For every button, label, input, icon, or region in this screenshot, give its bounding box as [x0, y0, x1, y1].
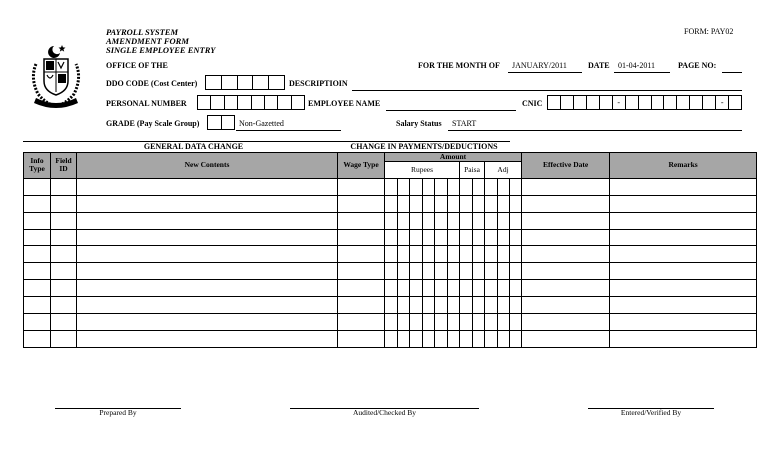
- table-cell[interactable]: [447, 314, 460, 331]
- table-cell[interactable]: [472, 246, 485, 263]
- table-cell[interactable]: [460, 330, 473, 347]
- ddo-code-label: DDO CODE (Cost Center): [106, 79, 198, 88]
- table-cell[interactable]: [410, 246, 423, 263]
- table-cell[interactable]: [485, 212, 498, 229]
- table-cell[interactable]: [435, 297, 448, 314]
- table-cell[interactable]: [385, 195, 398, 212]
- table-cell[interactable]: [422, 195, 435, 212]
- table-cell[interactable]: [522, 229, 610, 246]
- table-cell[interactable]: [510, 246, 522, 263]
- table-cell[interactable]: [460, 263, 473, 280]
- table-cell[interactable]: [24, 297, 51, 314]
- table-cell[interactable]: [460, 229, 473, 246]
- table-cell[interactable]: [485, 263, 498, 280]
- table-cell[interactable]: [338, 229, 385, 246]
- table-cell[interactable]: [510, 212, 522, 229]
- section-payments-deductions: CHANGE IN PAYMENTS/DEDUCTIONS: [350, 142, 498, 151]
- table-cell[interactable]: [610, 263, 757, 280]
- table-cell[interactable]: [422, 330, 435, 347]
- table-cell[interactable]: [435, 280, 448, 297]
- col-new-contents: New Contents: [77, 153, 338, 179]
- table-cell[interactable]: [338, 314, 385, 331]
- table-cell[interactable]: [338, 212, 385, 229]
- table-cell[interactable]: [447, 280, 460, 297]
- table-cell[interactable]: [447, 297, 460, 314]
- grade-boxes[interactable]: [207, 115, 235, 130]
- table-cell[interactable]: [410, 330, 423, 347]
- cnic-boxes[interactable]: [547, 95, 742, 110]
- table-cell[interactable]: [422, 178, 435, 195]
- page-no-field[interactable]: [722, 72, 742, 73]
- table-cell[interactable]: [410, 212, 423, 229]
- table-cell[interactable]: [522, 212, 610, 229]
- col-field-id: Field ID: [51, 153, 77, 179]
- table-cell[interactable]: [485, 195, 498, 212]
- table-cell[interactable]: [385, 246, 398, 263]
- col-wage-type: Wage Type: [338, 153, 385, 179]
- table-row: [24, 246, 757, 263]
- table-cell[interactable]: [460, 280, 473, 297]
- table-cell[interactable]: [397, 280, 410, 297]
- table-cell[interactable]: [472, 297, 485, 314]
- table-cell[interactable]: [447, 229, 460, 246]
- table-cell[interactable]: [510, 195, 522, 212]
- table-cell[interactable]: [497, 212, 510, 229]
- table-cell[interactable]: [447, 212, 460, 229]
- table-cell[interactable]: [447, 263, 460, 280]
- salary-status-value[interactable]: START: [452, 119, 477, 128]
- entry-title: SINGLE EMPLOYEE ENTRY: [106, 45, 216, 55]
- table-cell[interactable]: [24, 314, 51, 331]
- table-cell[interactable]: [435, 246, 448, 263]
- government-emblem-icon: [28, 42, 84, 110]
- col-paisa: Paisa: [460, 162, 485, 179]
- table-cell[interactable]: [497, 280, 510, 297]
- col-amount: Amount: [385, 153, 522, 162]
- table-row: [24, 314, 757, 331]
- table-cell[interactable]: [485, 280, 498, 297]
- table-cell[interactable]: [447, 178, 460, 195]
- cnic-dash-1: -: [613, 96, 626, 109]
- date-label: DATE: [588, 61, 610, 70]
- table-cell[interactable]: [422, 280, 435, 297]
- table-cell[interactable]: [435, 314, 448, 331]
- table-cell[interactable]: [447, 330, 460, 347]
- audited-checked-by-label: Audited/Checked By: [352, 408, 417, 417]
- table-cell[interactable]: [510, 280, 522, 297]
- table-cell[interactable]: [77, 178, 338, 195]
- table-cell[interactable]: [51, 314, 77, 331]
- table-cell[interactable]: [410, 178, 423, 195]
- ddo-code-boxes[interactable]: [205, 75, 285, 90]
- table-cell[interactable]: [435, 263, 448, 280]
- table-cell[interactable]: [497, 178, 510, 195]
- table-cell[interactable]: [497, 314, 510, 331]
- table-cell[interactable]: [485, 314, 498, 331]
- table-cell[interactable]: [472, 229, 485, 246]
- table-cell[interactable]: [485, 229, 498, 246]
- table-cell[interactable]: [338, 178, 385, 195]
- table-cell[interactable]: [77, 297, 338, 314]
- table-cell[interactable]: [77, 195, 338, 212]
- table-cell[interactable]: [397, 212, 410, 229]
- table-cell[interactable]: [24, 212, 51, 229]
- table-cell[interactable]: [397, 246, 410, 263]
- table-cell[interactable]: [460, 246, 473, 263]
- month-label: FOR THE MONTH OF: [418, 61, 500, 70]
- table-cell[interactable]: [485, 330, 498, 347]
- table-cell[interactable]: [24, 178, 51, 195]
- table-cell[interactable]: [397, 178, 410, 195]
- table-cell[interactable]: [385, 297, 398, 314]
- table-row: [24, 330, 757, 347]
- table-cell[interactable]: [422, 229, 435, 246]
- table-cell[interactable]: [610, 178, 757, 195]
- personal-number-label: PERSONAL NUMBER: [106, 99, 187, 108]
- table-cell[interactable]: [51, 297, 77, 314]
- table-cell[interactable]: [610, 297, 757, 314]
- table-cell[interactable]: [338, 246, 385, 263]
- table-cell[interactable]: [397, 330, 410, 347]
- col-remarks: Remarks: [610, 153, 757, 179]
- table-cell[interactable]: [397, 229, 410, 246]
- table-cell[interactable]: [497, 195, 510, 212]
- table-cell[interactable]: [77, 246, 338, 263]
- table-cell[interactable]: [497, 297, 510, 314]
- table-cell[interactable]: [472, 314, 485, 331]
- table-cell[interactable]: [77, 330, 338, 347]
- table-cell[interactable]: [522, 246, 610, 263]
- table-row: [24, 212, 757, 229]
- table-cell[interactable]: [522, 280, 610, 297]
- table-cell[interactable]: [77, 280, 338, 297]
- table-cell[interactable]: [422, 246, 435, 263]
- table-cell[interactable]: [410, 263, 423, 280]
- table-cell[interactable]: [510, 229, 522, 246]
- table-cell[interactable]: [522, 297, 610, 314]
- table-cell[interactable]: [397, 195, 410, 212]
- table-cell[interactable]: [385, 263, 398, 280]
- col-rupees: Rupees: [385, 162, 460, 179]
- table-row: [24, 263, 757, 280]
- office-label: OFFICE OF THE: [106, 61, 168, 70]
- table-body: [24, 178, 757, 347]
- cnic-dash-2: -: [716, 96, 729, 109]
- table-cell[interactable]: [472, 330, 485, 347]
- table-cell[interactable]: [24, 195, 51, 212]
- table-cell[interactable]: [24, 246, 51, 263]
- table-cell[interactable]: [385, 178, 398, 195]
- cnic-label: CNIC: [522, 99, 543, 108]
- table-row: [24, 178, 757, 195]
- table-cell[interactable]: [610, 280, 757, 297]
- table-row: [24, 229, 757, 246]
- table-cell[interactable]: [397, 263, 410, 280]
- table-cell[interactable]: [410, 297, 423, 314]
- table-cell[interactable]: [497, 229, 510, 246]
- table-row: [24, 280, 757, 297]
- table-cell[interactable]: [497, 246, 510, 263]
- table-cell[interactable]: [460, 195, 473, 212]
- table-cell[interactable]: [510, 297, 522, 314]
- table-cell[interactable]: [422, 263, 435, 280]
- table-cell[interactable]: [410, 195, 423, 212]
- description-field[interactable]: [352, 90, 742, 91]
- table-cell[interactable]: [522, 314, 610, 331]
- table-cell[interactable]: [24, 229, 51, 246]
- table-cell[interactable]: [472, 280, 485, 297]
- table-cell[interactable]: [77, 212, 338, 229]
- table-cell[interactable]: [497, 263, 510, 280]
- salary-status-label: Salary Status: [396, 119, 442, 128]
- table-cell[interactable]: [51, 195, 77, 212]
- employee-name-label: EMPLOYEE NAME: [308, 99, 381, 108]
- table-cell[interactable]: [338, 280, 385, 297]
- table-cell[interactable]: [435, 212, 448, 229]
- date-value[interactable]: 01-04-2011: [618, 61, 656, 70]
- table-cell[interactable]: [472, 178, 485, 195]
- month-value[interactable]: JANUARY/2011: [512, 61, 567, 70]
- table-cell[interactable]: [77, 314, 338, 331]
- system-title: PAYROLL SYSTEM: [106, 27, 179, 37]
- table-cell[interactable]: [435, 195, 448, 212]
- table-cell[interactable]: [397, 314, 410, 331]
- table-cell[interactable]: [385, 314, 398, 331]
- table-cell[interactable]: [51, 280, 77, 297]
- personal-number-boxes[interactable]: [197, 95, 305, 110]
- table-cell[interactable]: [24, 330, 51, 347]
- table-cell[interactable]: [422, 212, 435, 229]
- entered-verified-by-label: Entered/Verified By: [620, 408, 682, 417]
- table-cell[interactable]: [338, 297, 385, 314]
- description-label: DESCRIPTIOIN: [289, 79, 348, 88]
- table-cell[interactable]: [435, 229, 448, 246]
- table-cell[interactable]: [472, 263, 485, 280]
- table-cell[interactable]: [385, 280, 398, 297]
- form-title: AMENDMENT FORM: [106, 36, 189, 46]
- table-cell[interactable]: [610, 212, 757, 229]
- table-cell[interactable]: [51, 246, 77, 263]
- grade-value[interactable]: Non-Gazetted: [239, 119, 284, 128]
- table-cell[interactable]: [510, 178, 522, 195]
- table-cell[interactable]: [422, 314, 435, 331]
- table-cell[interactable]: [422, 297, 435, 314]
- table-cell[interactable]: [522, 195, 610, 212]
- table-cell[interactable]: [460, 297, 473, 314]
- table-cell[interactable]: [522, 330, 610, 347]
- table-cell[interactable]: [410, 280, 423, 297]
- col-effective-date: Effective Date: [522, 153, 610, 179]
- table-cell[interactable]: [77, 229, 338, 246]
- table-cell[interactable]: [338, 195, 385, 212]
- table-cell[interactable]: [497, 330, 510, 347]
- table-row: [24, 297, 757, 314]
- table-cell[interactable]: [51, 178, 77, 195]
- col-adj: Adj: [485, 162, 522, 179]
- table-cell[interactable]: [610, 330, 757, 347]
- table-cell[interactable]: [77, 263, 338, 280]
- table-cell[interactable]: [51, 263, 77, 280]
- table-cell[interactable]: [510, 330, 522, 347]
- table-cell[interactable]: [435, 330, 448, 347]
- table-cell[interactable]: [472, 212, 485, 229]
- table-cell[interactable]: [610, 246, 757, 263]
- grade-label: GRADE (Pay Scale Group): [106, 119, 200, 128]
- table-cell[interactable]: [522, 263, 610, 280]
- table-cell[interactable]: [510, 314, 522, 331]
- table-cell[interactable]: [610, 195, 757, 212]
- table-cell[interactable]: [338, 330, 385, 347]
- table-cell[interactable]: [410, 314, 423, 331]
- table-cell[interactable]: [485, 246, 498, 263]
- table-cell[interactable]: [510, 263, 522, 280]
- section-general-data-change: GENERAL DATA CHANGE: [143, 142, 244, 151]
- table-cell[interactable]: [460, 178, 473, 195]
- table-cell[interactable]: [485, 178, 498, 195]
- table-cell[interactable]: [610, 229, 757, 246]
- table-cell[interactable]: [522, 178, 610, 195]
- table-cell[interactable]: [472, 195, 485, 212]
- table-cell[interactable]: [385, 212, 398, 229]
- table-cell[interactable]: [51, 330, 77, 347]
- col-info-type: Info Type: [24, 153, 51, 179]
- form-code: FORM: PAY02: [684, 27, 734, 36]
- table-cell[interactable]: [610, 314, 757, 331]
- page-no-label: PAGE NO:: [678, 61, 717, 70]
- table-cell[interactable]: [24, 280, 51, 297]
- table-cell[interactable]: [410, 229, 423, 246]
- table-cell[interactable]: [435, 178, 448, 195]
- table-cell[interactable]: [51, 229, 77, 246]
- employee-name-field[interactable]: [386, 110, 516, 111]
- table-cell[interactable]: [51, 212, 77, 229]
- table-row: [24, 195, 757, 212]
- table-cell[interactable]: [460, 212, 473, 229]
- table-cell[interactable]: [460, 314, 473, 331]
- table-cell[interactable]: [338, 263, 385, 280]
- table-cell[interactable]: [397, 297, 410, 314]
- amendment-table: [23, 152, 757, 348]
- table-cell[interactable]: [385, 229, 398, 246]
- table-cell[interactable]: [447, 195, 460, 212]
- prepared-by-label: Prepared By: [99, 408, 137, 417]
- table-cell[interactable]: [485, 297, 498, 314]
- table-cell[interactable]: [385, 330, 398, 347]
- table-cell[interactable]: [24, 263, 51, 280]
- table-cell[interactable]: [447, 246, 460, 263]
